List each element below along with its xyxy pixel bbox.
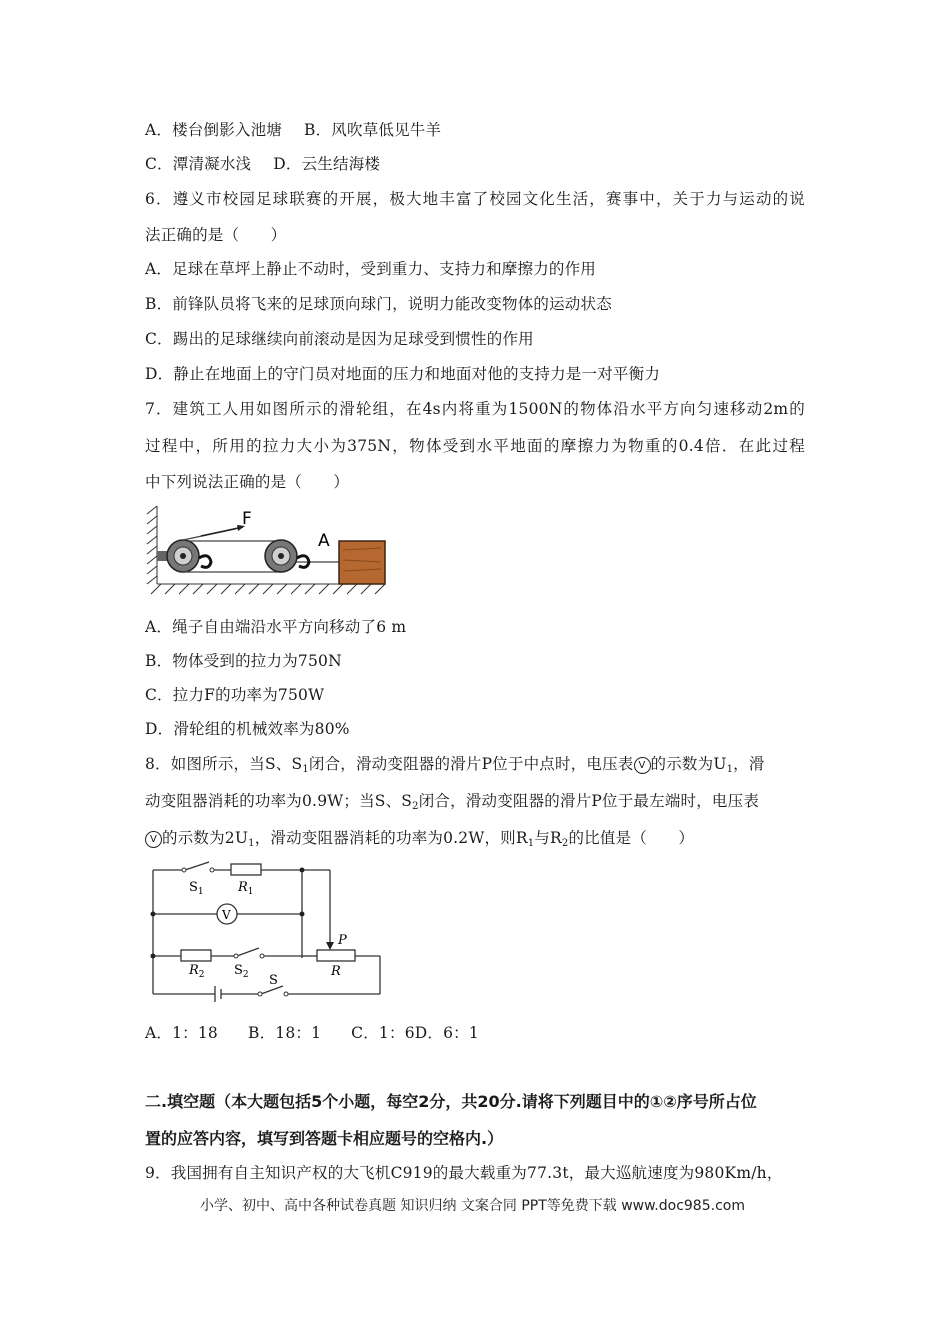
- pulley-figure: [145, 504, 390, 600]
- label-p: P: [338, 933, 347, 948]
- q7-stem-line2: 过程中，所用的拉力大小为375N，物体受到水平地面的摩擦力为物重的0.4倍．在此过程: [145, 437, 805, 455]
- q5-options-cd: [145, 154, 380, 174]
- force-arrow-line: [201, 527, 243, 536]
- q6-stem-line2: 法正确的是（ ）: [145, 226, 287, 244]
- moving-pulley: [265, 540, 309, 572]
- voltmeter-symbol: V: [145, 831, 162, 848]
- q7-option-a: A．绳子自由端沿水平方向移动了6 m: [145, 618, 407, 636]
- wooden-block: [339, 541, 385, 584]
- q7-stem-line1: 7．建筑工人用如图所示的滑轮组，在4s内将重为1500N的物体沿水平方向匀速移动2m的: [145, 400, 805, 418]
- q9-stem-line1: 9．我国拥有自主知识产权的大飞机C919的最大载重为77.3t，最大巡航速度为980Km/h，: [145, 1164, 783, 1182]
- q8-option-c: C．1：6: [351, 1024, 415, 1042]
- q8-options: [145, 1023, 479, 1043]
- label-r1: $R_1$: [238, 880, 254, 897]
- label-s1: $S_1$: [189, 880, 204, 897]
- section2-heading-line1: 二.填空题（本大题包括5个小题，每空2分，共20分.请将下列题目中的①②序号所占位: [145, 1092, 757, 1111]
- q5-options-ab: [145, 120, 441, 140]
- q8-option-b: B．18：1: [247, 1024, 322, 1042]
- fixed-pulley: [167, 540, 211, 572]
- label-s2: $S_2$: [234, 963, 249, 980]
- q8-stem-line2: 动变阻器消耗的功率为0.9W；当S、$S_2$闭合，滑动变阻器的滑片P位于最左端时，电压表: [145, 792, 760, 812]
- q5-option-a: A．楼台倒影入池塘: [145, 121, 282, 139]
- label-v: V: [222, 908, 231, 922]
- circuit-diagram: [145, 858, 390, 1008]
- voltmeter-symbol: V: [634, 757, 651, 774]
- label-f: F: [242, 509, 252, 529]
- q6-option-c: C．踢出的足球继续向前滚动是因为足球受到惯性的作用: [145, 330, 534, 348]
- q6-option-b: B．前锋队员将飞来的足球顶向球门，说明力能改变物体的运动状态: [145, 295, 612, 313]
- q7-stem-line3: 中下列说法正确的是（ ）: [145, 473, 350, 491]
- q8-stem-line1: 8．如图所示，当S、$S_1$闭合，滑动变阻器的滑片P位于中点时，电压表 V 的示数为$U_1$，滑: [145, 755, 765, 775]
- label-r2: $R_2$: [189, 963, 205, 980]
- q7-option-c: C．拉力F的功率为750W: [145, 686, 325, 704]
- label-a: A: [318, 531, 330, 551]
- q8-option-d: D．6：1: [414, 1024, 479, 1042]
- section2-heading-line2: 置的应答内容，填写到答题卡相应题号的空格内.）: [145, 1129, 504, 1148]
- q6-option-d: D．静止在地面上的守门员对地面的压力和地面对他的支持力是一对平衡力: [145, 365, 661, 383]
- footer-text: 小学、初中、高中各种试卷真题 知识归纳 文案合同 PPT等免费下载 www.doc985.com: [200, 1198, 745, 1214]
- q7-option-d: D．滑轮组的机械效率为80%: [145, 720, 350, 738]
- q6-stem-line1: 6．遵义市校园足球联赛的开展，极大地丰富了校园文化生活，赛事中，关于力与运动的说: [145, 190, 805, 208]
- label-r: R: [331, 964, 341, 979]
- q5-option-c: C．潭清凝水浅: [145, 155, 252, 173]
- q5-option-d: D．云生结海楼: [273, 155, 381, 173]
- q5-option-b: B．风吹草低见牛羊: [304, 121, 442, 139]
- q8-stem-line3: V 的示数为$2U_1$，滑动变阻器消耗的功率为0.2W，则$R_1$与$R_2$的比值是（ ）: [145, 828, 694, 854]
- label-s: S: [269, 973, 278, 988]
- q7-option-b: B．物体受到的拉力为750N: [145, 652, 342, 670]
- q6-option-a: A．足球在草坪上静止不动时，受到重力、支持力和摩擦力的作用: [145, 260, 596, 278]
- q8-option-a: A．1：18: [145, 1024, 218, 1042]
